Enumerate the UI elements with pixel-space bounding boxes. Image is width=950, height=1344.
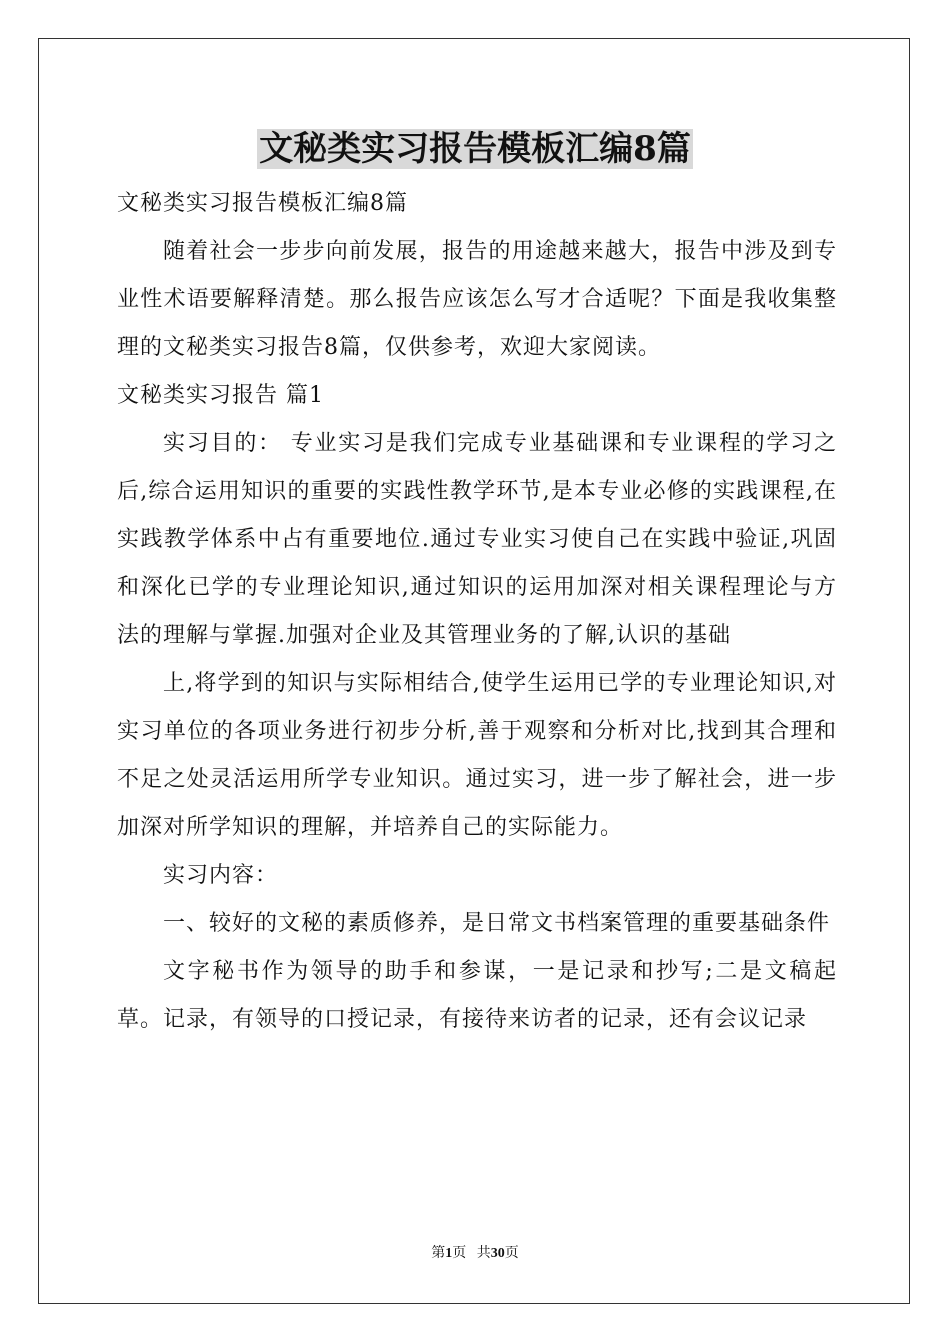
page-prefix: 第: [431, 1246, 446, 1261]
total-pages: 30: [490, 1246, 505, 1261]
paragraph: 实习目的： 专业实习是我们完成专业基础课和专业课程的学习之后,综合运用知识的重要的实践性教学环节,是本专业必修的实践课程,在实践教学体系中占有重要地位.通过专业实习使自己在实践中验证,巩固和深化已学的专业理论知识,通过知识的运用加深对相关课程理论与方法的理解与掌握.加强对企业及其管理业务的了解,认识的基础: [117, 431, 837, 648]
paragraph: 实习内容：: [163, 863, 279, 888]
page-number: 1: [445, 1246, 453, 1261]
page-footer: [0, 1244, 950, 1264]
paragraph: 上,将学到的知识与实际相结合,使学生运用已学的专业理论知识,对实习单位的各项业务进行初步分析,善于观察和分析对比,找到其合理和不足之处灵活运用所学专业知识。通过实习，进一步了解社会，进一步加深对所学知识的理解，并培养自己的实际能力。: [117, 671, 837, 840]
paragraph: 一、较好的文秘的素质修养，是日常文书档案管理的重要基础条件: [163, 911, 831, 936]
paragraph: 随着社会一步步向前发展，报告的用途越来越大，报告中涉及到专业性术语要解释清楚。那么报告应该怎么写才合适呢？下面是我收集整理的文秘类实习报告8篇，仅供参考，欢迎大家阅读。: [117, 239, 837, 360]
section-heading: 文秘类实习报告 篇1: [117, 383, 324, 408]
document-title: [0, 126, 950, 172]
paragraph: 文秘类实习报告模板汇编8篇: [117, 191, 408, 216]
document-title-text: 文秘类实习报告模板汇编8篇: [259, 129, 691, 169]
total-suffix: 页: [504, 1246, 519, 1261]
document-body: [117, 180, 837, 1044]
total-prefix: 共: [476, 1246, 491, 1261]
page-suffix: 页: [452, 1246, 467, 1261]
paragraph: 文字秘书作为领导的助手和参谋，一是记录和抄写;二是文稿起草。记录，有领导的口授记录，有接待来访者的记录，还有会议记录: [117, 959, 837, 1032]
